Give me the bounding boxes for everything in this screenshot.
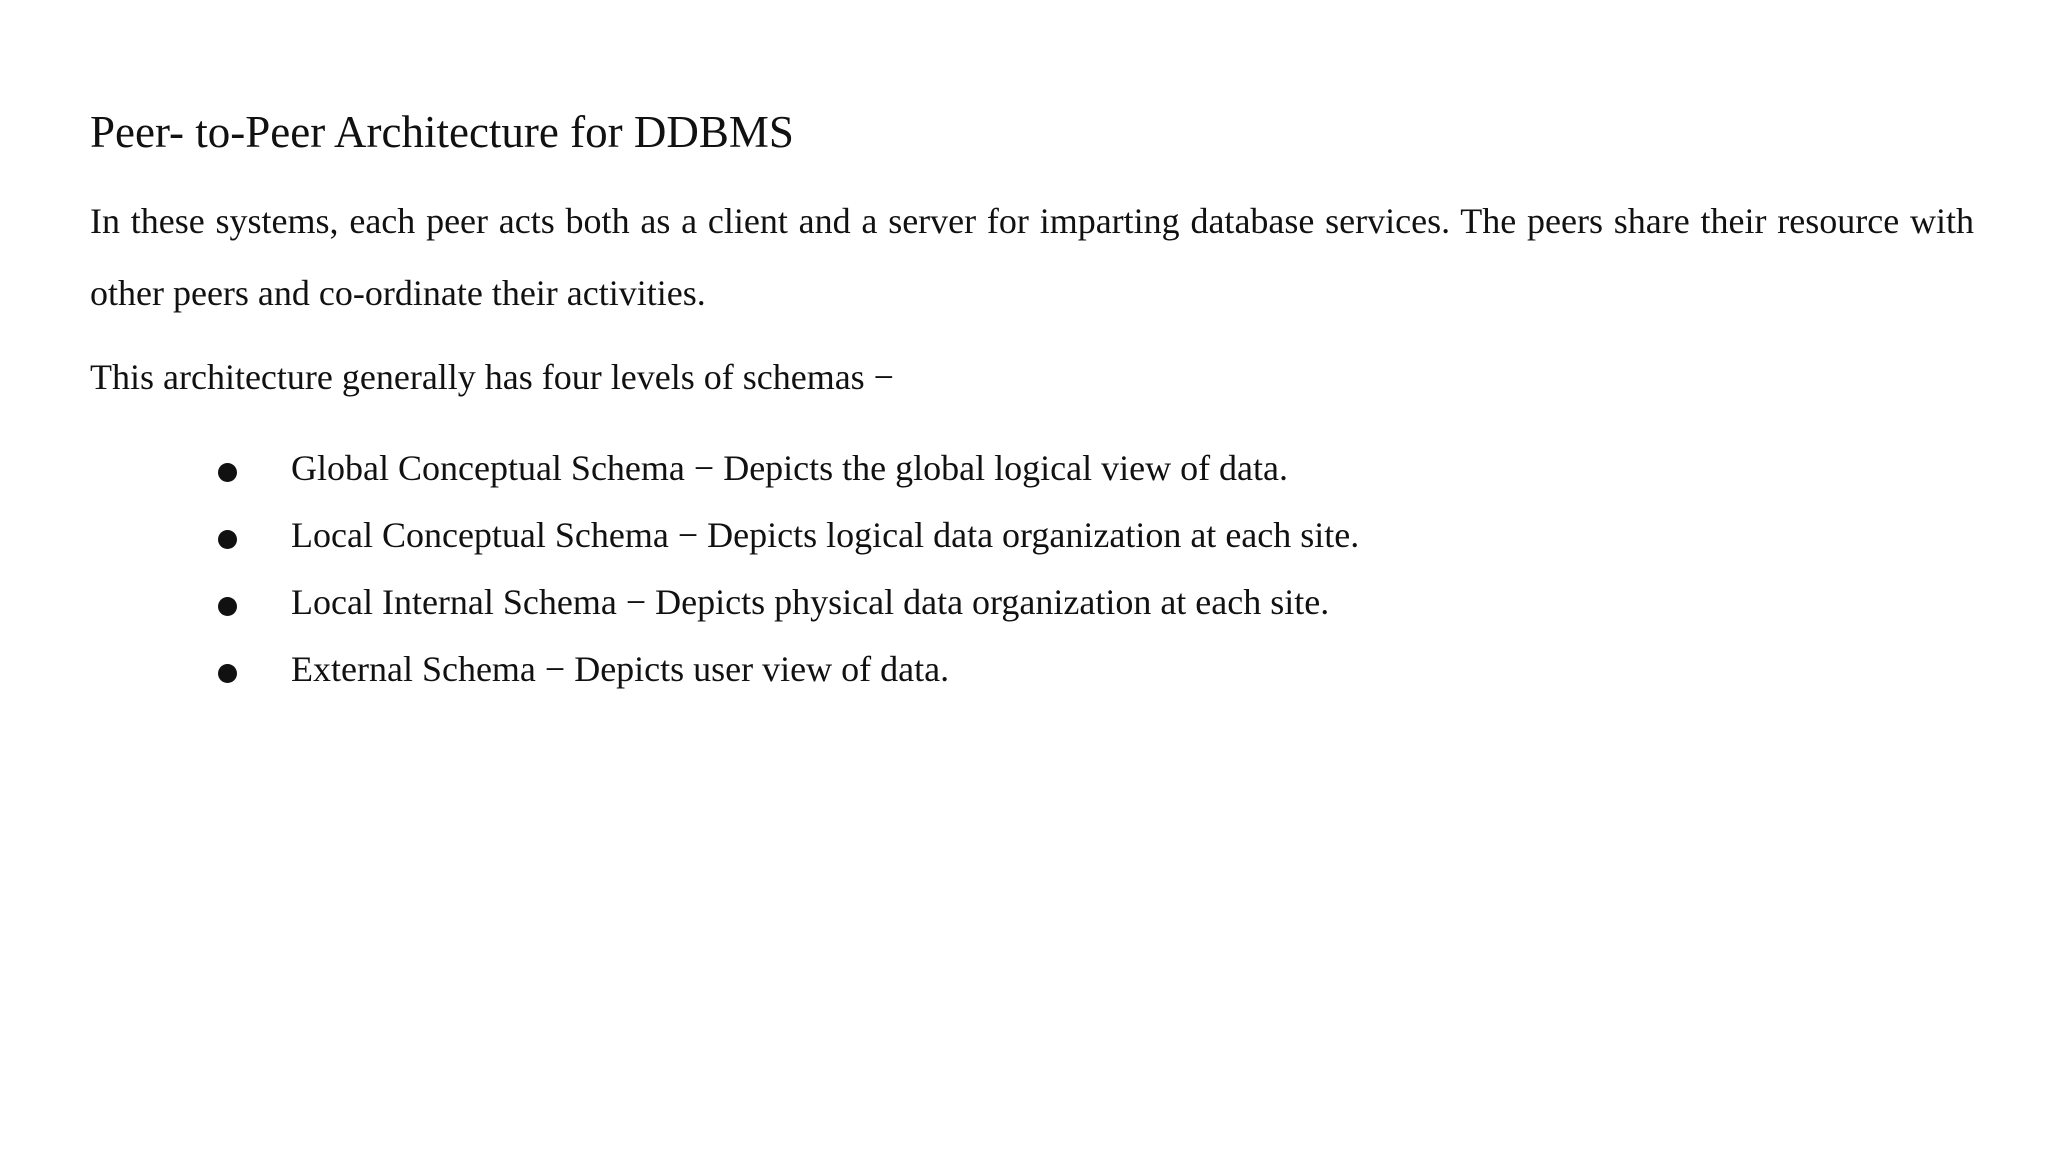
list-item — [0, 443, 2048, 510]
intro-paragraph: In these systems, each peer acts both as a client and a server for imparting database services. The peers share their resource with other peers and co-ordinate their activities. — [90, 201, 1974, 313]
list-item-text: External Schema − Depicts user view of data. — [291, 649, 950, 689]
bullet-icon — [218, 664, 237, 683]
list-item — [0, 644, 2048, 711]
list-item-text: Local Internal Schema − Depicts physical data organization at each site. — [291, 582, 1330, 622]
bullet-icon — [218, 530, 237, 549]
page-title: Peer- to-Peer Architecture for DDBMS — [90, 107, 794, 157]
list-item-text: Local Conceptual Schema − Depicts logical data organization at each site. — [291, 515, 1360, 555]
list-item — [0, 510, 2048, 577]
schema-levels-intro: This architecture generally has four levels of schemas − — [90, 357, 894, 397]
list-item-text: Global Conceptual Schema − Depicts the global logical view of data. — [291, 448, 1289, 488]
bullet-icon — [218, 463, 237, 482]
schema-list — [0, 443, 2048, 711]
bullet-icon — [218, 597, 237, 616]
list-item — [0, 577, 2048, 644]
